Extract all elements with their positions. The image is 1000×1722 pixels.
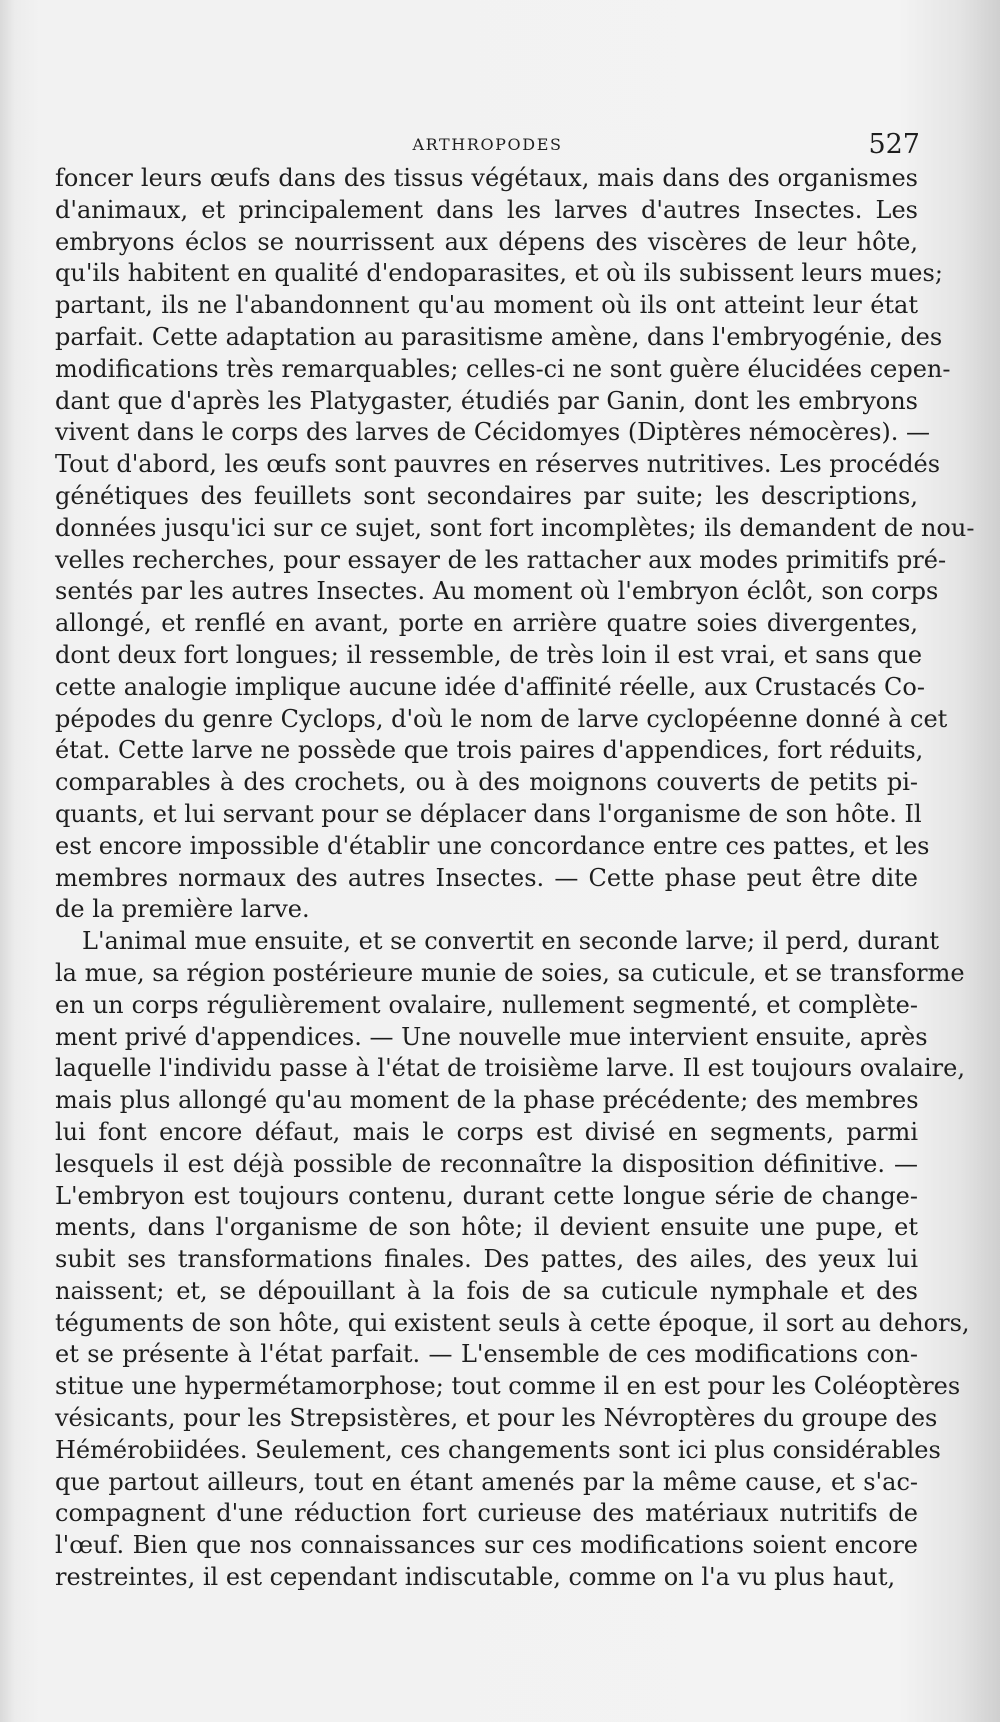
text-line: parfait. Cette adaptation au parasitisme amène, dans l'embryogénie, des: [55, 322, 943, 351]
text-line: en un corps régulièrement ovalaire, nullement segmenté, et complète-: [55, 990, 918, 1019]
text-line: et se présente à l'état parfait. — L'ensemble de ces modifications con-: [55, 1340, 918, 1369]
text-line: cette analogie implique aucune idée d'affinité réelle, aux Crustacés Co-: [55, 672, 925, 701]
text-line: lui font encore défaut, mais le corps est divisé en segments, parmi: [55, 1117, 918, 1146]
text-line: L'animal mue ensuite, et se convertit en seconde larve; il perd, durant: [82, 927, 940, 956]
text-line: compagnent d'une réduction fort curieuse des matériaux nutritifs de: [55, 1499, 918, 1528]
text-line: que partout ailleurs, tout en étant amenés par la même cause, et s'ac-: [55, 1467, 918, 1496]
text-line: naissent; et, se dépouillant à la fois de sa cuticule nymphale et des: [55, 1276, 918, 1305]
text-line: est encore impossible d'établir une concordance entre ces pattes, et les: [55, 831, 930, 860]
text-line: sentés par les autres Insectes. Au moment où l'embryon éclôt, son corps: [55, 577, 939, 606]
text-line: foncer leurs œufs dans des tissus végétaux, mais dans des organismes: [55, 164, 918, 192]
text-line: membres normaux des autres Insectes. — Cette phase peut être dite: [55, 863, 918, 892]
text-line: Tout d'abord, les œufs sont pauvres en réserves nutritives. Les procédés: [55, 450, 941, 479]
text-line: restreintes, il est cependant indiscutable, comme on l'a vu plus haut,: [55, 1563, 896, 1592]
text-line: ment privé d'appendices. — Une nouvelle mue intervient ensuite, après: [55, 1022, 928, 1051]
text-line: téguments de son hôte, qui existent seuls à cette époque, il sort au dehors,: [55, 1308, 970, 1337]
text-line: allongé, et renflé en avant, porte en arrière quatre soies divergentes,: [55, 609, 918, 638]
text-line: velles recherches, pour essayer de les rattacher aux modes primitifs pré-: [55, 545, 947, 574]
text-line: lesquels il est déjà possible de reconnaître la disposition définitive. —: [55, 1149, 918, 1178]
paragraph: [55, 926, 970, 1594]
text-line: embryons éclos se nourrissent aux dépens des viscères de leur hôte,: [55, 227, 918, 256]
text-line: qu'ils habitent en qualité d'endoparasites, et où ils subissent leurs mues;: [55, 259, 943, 288]
page-number: 527: [868, 129, 920, 160]
text-line: subit ses transformations finales. Des pattes, des ailes, des yeux lui: [55, 1245, 918, 1274]
text-line: laquelle l'individu passe à l'état de troisième larve. Il est toujours ovalaire,: [55, 1054, 965, 1083]
text-line: Hémérobiidées. Seulement, ces changements sont ici plus considérables: [55, 1435, 941, 1464]
text-line: d'animaux, et principalement dans les larves d'autres Insectes. Les: [55, 195, 918, 224]
text-line: modifications très remarquables; celles-ci ne sont guère élucidées cepen-: [55, 354, 951, 383]
body-text: [55, 163, 975, 1594]
running-head: ARTHROPODES: [412, 135, 563, 154]
text-line: stitue une hypermétamorphose; tout comme il en est pour les Coléoptères: [55, 1372, 961, 1401]
text-line: état. Cette larve ne possède que trois paires d'appendices, fort réduits,: [55, 736, 924, 765]
text-line: de la première larve.: [55, 895, 310, 924]
text-line: L'embryon est toujours contenu, durant cette longue série de change-: [55, 1181, 918, 1210]
text-line: données jusqu'ici sur ce sujet, sont fort incomplètes; ils demandent de nou-: [55, 513, 975, 542]
text-line: l'œuf. Bien que nos connaissances sur ces modifications soient encore: [55, 1531, 918, 1560]
text-line: partant, ils ne l'abandonnent qu'au moment où ils ont atteint leur état: [55, 291, 918, 320]
text-line: génétiques des feuillets sont secondaires par suite; les descriptions,: [55, 481, 918, 510]
text-line: vivent dans le corps des larves de Cécidomyes (Diptères némocères). —: [55, 418, 931, 447]
text-line: quants, et lui servant pour se déplacer dans l'organisme de son hôte. Il: [55, 799, 922, 828]
text-line: mais plus allongé qu'au moment de la phase précédente; des membres: [55, 1086, 919, 1115]
text-line: comparables à des crochets, ou à des moignons couverts de petits pi-: [55, 768, 918, 797]
text-line: ments, dans l'organisme de son hôte; il devient ensuite une pupe, et: [55, 1213, 918, 1242]
text-line: la mue, sa région postérieure munie de soies, sa cuticule, et se transforme: [55, 958, 965, 987]
text-line: dont deux fort longues; il ressemble, de très loin il est vrai, et sans que: [55, 640, 923, 669]
text-line: dant que d'après les Platygaster, étudiés par Ganin, dont les embryons: [55, 386, 918, 415]
paragraph: [55, 163, 975, 926]
text-line: vésicants, pour les Strepsistères, et pour les Névroptères du groupe des: [55, 1404, 938, 1433]
page-header: [55, 131, 920, 161]
text-line: pépodes du genre Cyclops, d'où le nom de larve cyclopéenne donné à cet: [55, 704, 948, 733]
